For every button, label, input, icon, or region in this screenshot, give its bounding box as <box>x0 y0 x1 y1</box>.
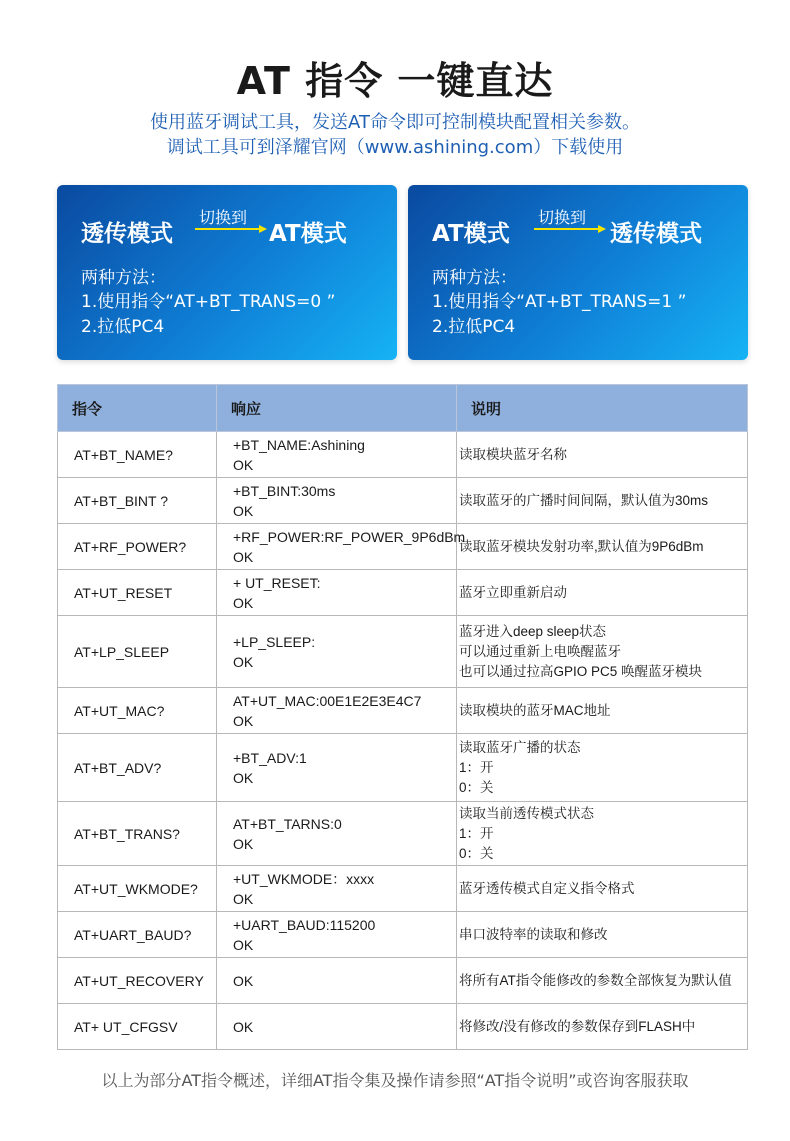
response-cell <box>217 734 457 802</box>
response-cell <box>217 524 466 570</box>
response-line: OK <box>233 972 254 989</box>
description-cell <box>457 912 748 958</box>
mode-switch-card-at-to-transparent <box>408 185 748 360</box>
description-cell <box>457 616 748 688</box>
description-line: 将所有AT指令能修改的参数全部恢复为默认值 <box>459 972 732 988</box>
response-cell <box>217 570 457 616</box>
description-line: 1：开 <box>459 825 494 841</box>
command-cell: AT+BT_NAME? <box>58 432 217 478</box>
header-command: 指令 <box>58 385 217 432</box>
description-cell <box>457 866 748 912</box>
response-cell <box>217 1004 457 1050</box>
card-to-mode: 透传模式 <box>610 221 702 247</box>
command-cell: AT+UT_RECOVERY <box>58 958 217 1004</box>
table-row <box>58 866 748 912</box>
table-row <box>58 478 748 524</box>
description-cell <box>457 1004 748 1050</box>
response-line: OK <box>233 936 254 953</box>
description-line: 蓝牙进入deep sleep状态 <box>459 623 607 639</box>
description-cell <box>457 524 748 570</box>
subtitle-line-1: 使用蓝牙调试工具，发送AT命令即可控制模块配置相关参数。 <box>150 112 640 133</box>
table-row <box>58 912 748 958</box>
command-cell: AT+UT_RESET <box>58 570 217 616</box>
description-line: 蓝牙立即重新启动 <box>459 584 567 600</box>
response-line: +BT_NAME:Ashining <box>233 436 365 453</box>
arrow-right-icon <box>195 225 267 233</box>
command-cell: AT+BT_TRANS? <box>58 802 217 866</box>
description-cell <box>457 958 748 1004</box>
header-description: 说明 <box>457 385 748 432</box>
command-cell: AT+UART_BAUD? <box>58 912 217 958</box>
table-row <box>58 432 748 478</box>
response-line: +UT_WKMODE：xxxx <box>233 870 375 887</box>
at-command-table <box>57 384 748 1050</box>
command-cell: AT+ UT_CFGSV <box>58 1004 217 1050</box>
description-line: 0：关 <box>459 845 494 861</box>
response-cell <box>217 616 457 688</box>
table-body <box>58 432 748 1050</box>
response-line: AT+UT_MAC:00E1E2E3E4C7 <box>233 692 422 709</box>
response-line: +RF_POWER:RF_POWER_9P6dBm <box>233 528 466 545</box>
card-from-mode: AT模式 <box>432 221 510 247</box>
response-cell <box>217 912 457 958</box>
table-row <box>58 802 748 866</box>
description-line: 读取蓝牙广播的状态 <box>459 739 581 755</box>
response-line: OK <box>233 456 254 473</box>
description-cell <box>457 688 748 734</box>
description-line: 0：关 <box>459 779 494 795</box>
response-line: OK <box>233 653 254 670</box>
command-cell: AT+RF_POWER? <box>58 524 217 570</box>
response-line: OK <box>233 712 254 729</box>
switch-label: 切换到 <box>538 208 587 227</box>
method-1: 1.使用指令“AT+BT_TRANS=0 ” <box>81 292 336 312</box>
response-cell <box>217 478 457 524</box>
description-line: 读取模块的蓝牙MAC地址 <box>459 702 611 718</box>
description-line: 也可以通过拉高GPIO PC5 唤醒蓝牙模块 <box>459 663 703 679</box>
table-row <box>58 616 748 688</box>
response-line: +UART_BAUD:115200 <box>233 916 376 933</box>
table-row <box>58 688 748 734</box>
table-header-row <box>58 385 748 432</box>
description-line: 蓝牙透传模式自定义指令格式 <box>459 880 635 896</box>
switch-label: 切换到 <box>199 208 248 227</box>
response-cell <box>217 958 457 1004</box>
command-cell: AT+BT_BINT ? <box>58 478 217 524</box>
command-cell: AT+BT_ADV? <box>58 734 217 802</box>
response-cell <box>217 802 457 866</box>
method-2: 2.拉低PC4 <box>432 317 516 337</box>
header-response: 响应 <box>217 385 457 432</box>
mode-switch-card-transparent-to-at <box>57 185 397 360</box>
arrow-right-icon <box>534 225 606 233</box>
description-line: 读取当前透传模式状态 <box>459 805 594 821</box>
response-cell <box>217 432 457 478</box>
response-line: OK <box>233 594 254 611</box>
response-line: OK <box>233 502 254 519</box>
page-title: AT 指令 一键直达 <box>236 59 554 103</box>
table-row <box>58 958 748 1004</box>
command-cell: AT+UT_MAC? <box>58 688 217 734</box>
description-line: 可以通过重新上电唤醒蓝牙 <box>459 643 621 659</box>
description-cell <box>457 802 748 866</box>
response-line: OK <box>233 835 254 852</box>
command-cell: AT+UT_WKMODE? <box>58 866 217 912</box>
card-to-mode: AT模式 <box>269 221 347 247</box>
methods-title: 两种方法： <box>81 268 166 288</box>
table-row <box>58 1004 748 1050</box>
table-row <box>58 734 748 802</box>
description-line: 串口波特率的读取和修改 <box>459 926 608 942</box>
description-line: 读取蓝牙的广播时间间隔，默认值为30ms <box>459 492 709 508</box>
methods-title: 两种方法： <box>432 268 517 288</box>
description-cell <box>457 734 748 802</box>
footer-note: 以上为部分AT指令概述，详细AT指令集及操作请参照“AT指令说明”或咨询客服获取 <box>101 1071 689 1090</box>
response-cell <box>217 688 457 734</box>
response-line: OK <box>233 548 254 565</box>
response-line: +LP_SLEEP: <box>233 633 316 650</box>
response-line: OK <box>233 769 254 786</box>
description-line: 读取模块蓝牙名称 <box>459 446 567 462</box>
response-line: +BT_BINT:30ms <box>233 482 336 499</box>
response-cell <box>217 866 457 912</box>
card-from-mode: 透传模式 <box>81 221 173 247</box>
method-2: 2.拉低PC4 <box>81 317 165 337</box>
response-line: OK <box>233 890 254 907</box>
description-cell <box>457 570 748 616</box>
command-cell: AT+LP_SLEEP <box>58 616 217 688</box>
description-line: 1：开 <box>459 759 494 775</box>
description-line: 读取蓝牙模块发射功率,默认值为9P6dBm <box>459 538 704 554</box>
method-1: 1.使用指令“AT+BT_TRANS=1 ” <box>432 292 687 312</box>
description-cell <box>457 432 748 478</box>
response-line: + UT_RESET: <box>233 574 321 591</box>
subtitle-line-2: 调试工具可到泽耀官网（www.ashining.com）下载使用 <box>166 137 624 158</box>
table-row <box>58 524 748 570</box>
description-cell <box>457 478 748 524</box>
description-line: 将修改/没有修改的参数保存到FLASH中 <box>459 1018 696 1034</box>
response-line: +BT_ADV:1 <box>233 749 307 766</box>
table-row <box>58 570 748 616</box>
response-line: AT+BT_TARNS:0 <box>233 815 342 832</box>
response-line: OK <box>233 1018 254 1035</box>
